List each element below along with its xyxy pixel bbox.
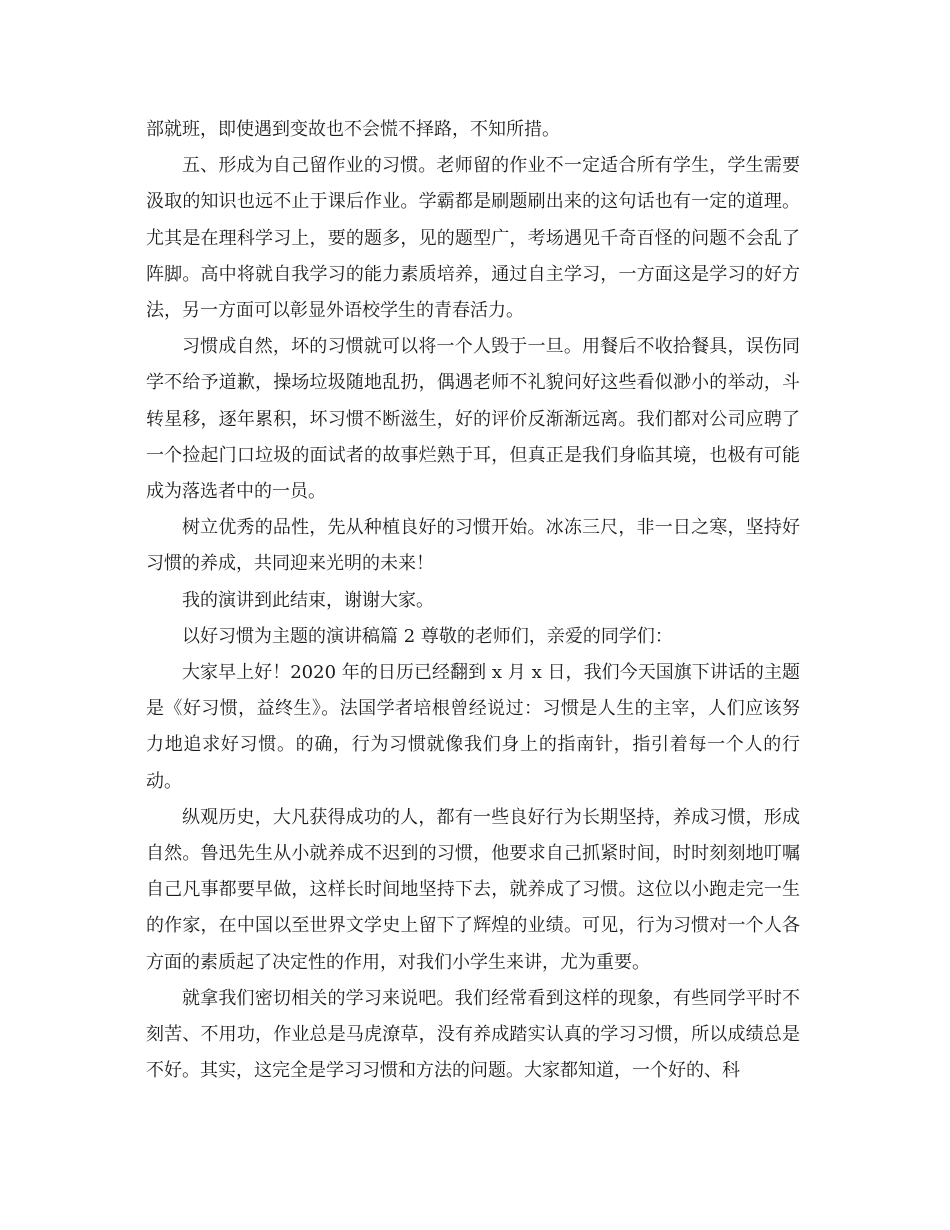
- paragraph: 纵观历史，大凡获得成功的人，都有一些良好行为长期坚持，养成习惯，形成自然。鲁迅先生从小就养成不迟到的习惯，他要求自己抓紧时间，时时刻刻地叮嘱自己凡事都要早做，这样长时间地坚持下去，就养成了习惯。这位以小跑走完一生的作家，在中国以至世界文学史上留下了辉煌的业绩。可见，行为习惯对一个人各方面的素质起了决定性的作用，对我们小学生来讲，尤为重要。: [146, 806, 800, 973]
- document-body: [146, 112, 800, 1089]
- paragraph: 习惯成自然，坏的习惯就可以将一个人毁于一旦。用餐后不收拾餐具，误伤同学不给予道歉，操场垃圾随地乱扔，偶遇老师不礼貌问好这些看似渺小的举动，斗转星移，逐年累积，坏习惯不断滋生，好的评价反渐渐远离。我们都对公司应聘了一个捡起门口垃圾的面试者的故事烂熟于耳，但真正是我们身临其境，也极有可能成为落选者中的一员。: [146, 336, 800, 503]
- paragraph: 我的演讲到此结束，谢谢大家。: [182, 589, 434, 611]
- paragraph: 部就班，即使遇到变故也不会慌不择路，不知所措。: [146, 119, 560, 140]
- paragraph: 大家早上好！2020 年的日历已经翻到 x 月 x 日，我们今天国旗下讲话的主题是《好习惯，益终生》。法国学者培根曾经说过：习惯是人生的主宰，人们应该努力地追求好习惯。的确，行为习惯就像我们身上的指南针，指引着每一个人的行动。: [146, 662, 800, 792]
- paragraph: 树立优秀的品性，先从种植良好的习惯开始。冰冻三尺，非一日之寒，坚持好习惯的养成，共同迎来光明的未来！: [146, 517, 800, 575]
- paragraph: 以好习惯为主题的演讲稿篇 2 尊敬的老师们，亲爱的同学们：: [182, 625, 673, 647]
- paragraph: 五、形成为自己留作业的习惯。老师留的作业不一定适合所有学生，学生需要汲取的知识也远不止于课后作业。学霸都是刷题刷出来的这句话也有一定的道理。尤其是在理科学习上，要的题多，见的题型广，考场遇见千奇百怪的问题不会乱了阵脚。高中将就自我学习的能力素质培养，通过自主学习，一方面这是学习的好方法，另一方面可以彰显外语校学生的青春活力。: [146, 155, 800, 322]
- paragraph: 就拿我们密切相关的学习来说吧。我们经常看到这样的现象，有些同学平时不刻苦、不用功，作业总是马虎潦草，没有养成踏实认真的学习习惯，所以成绩总是不好。其实，这完全是学习习惯和方法的问题。大家都知道，一个好的、科: [146, 987, 800, 1082]
